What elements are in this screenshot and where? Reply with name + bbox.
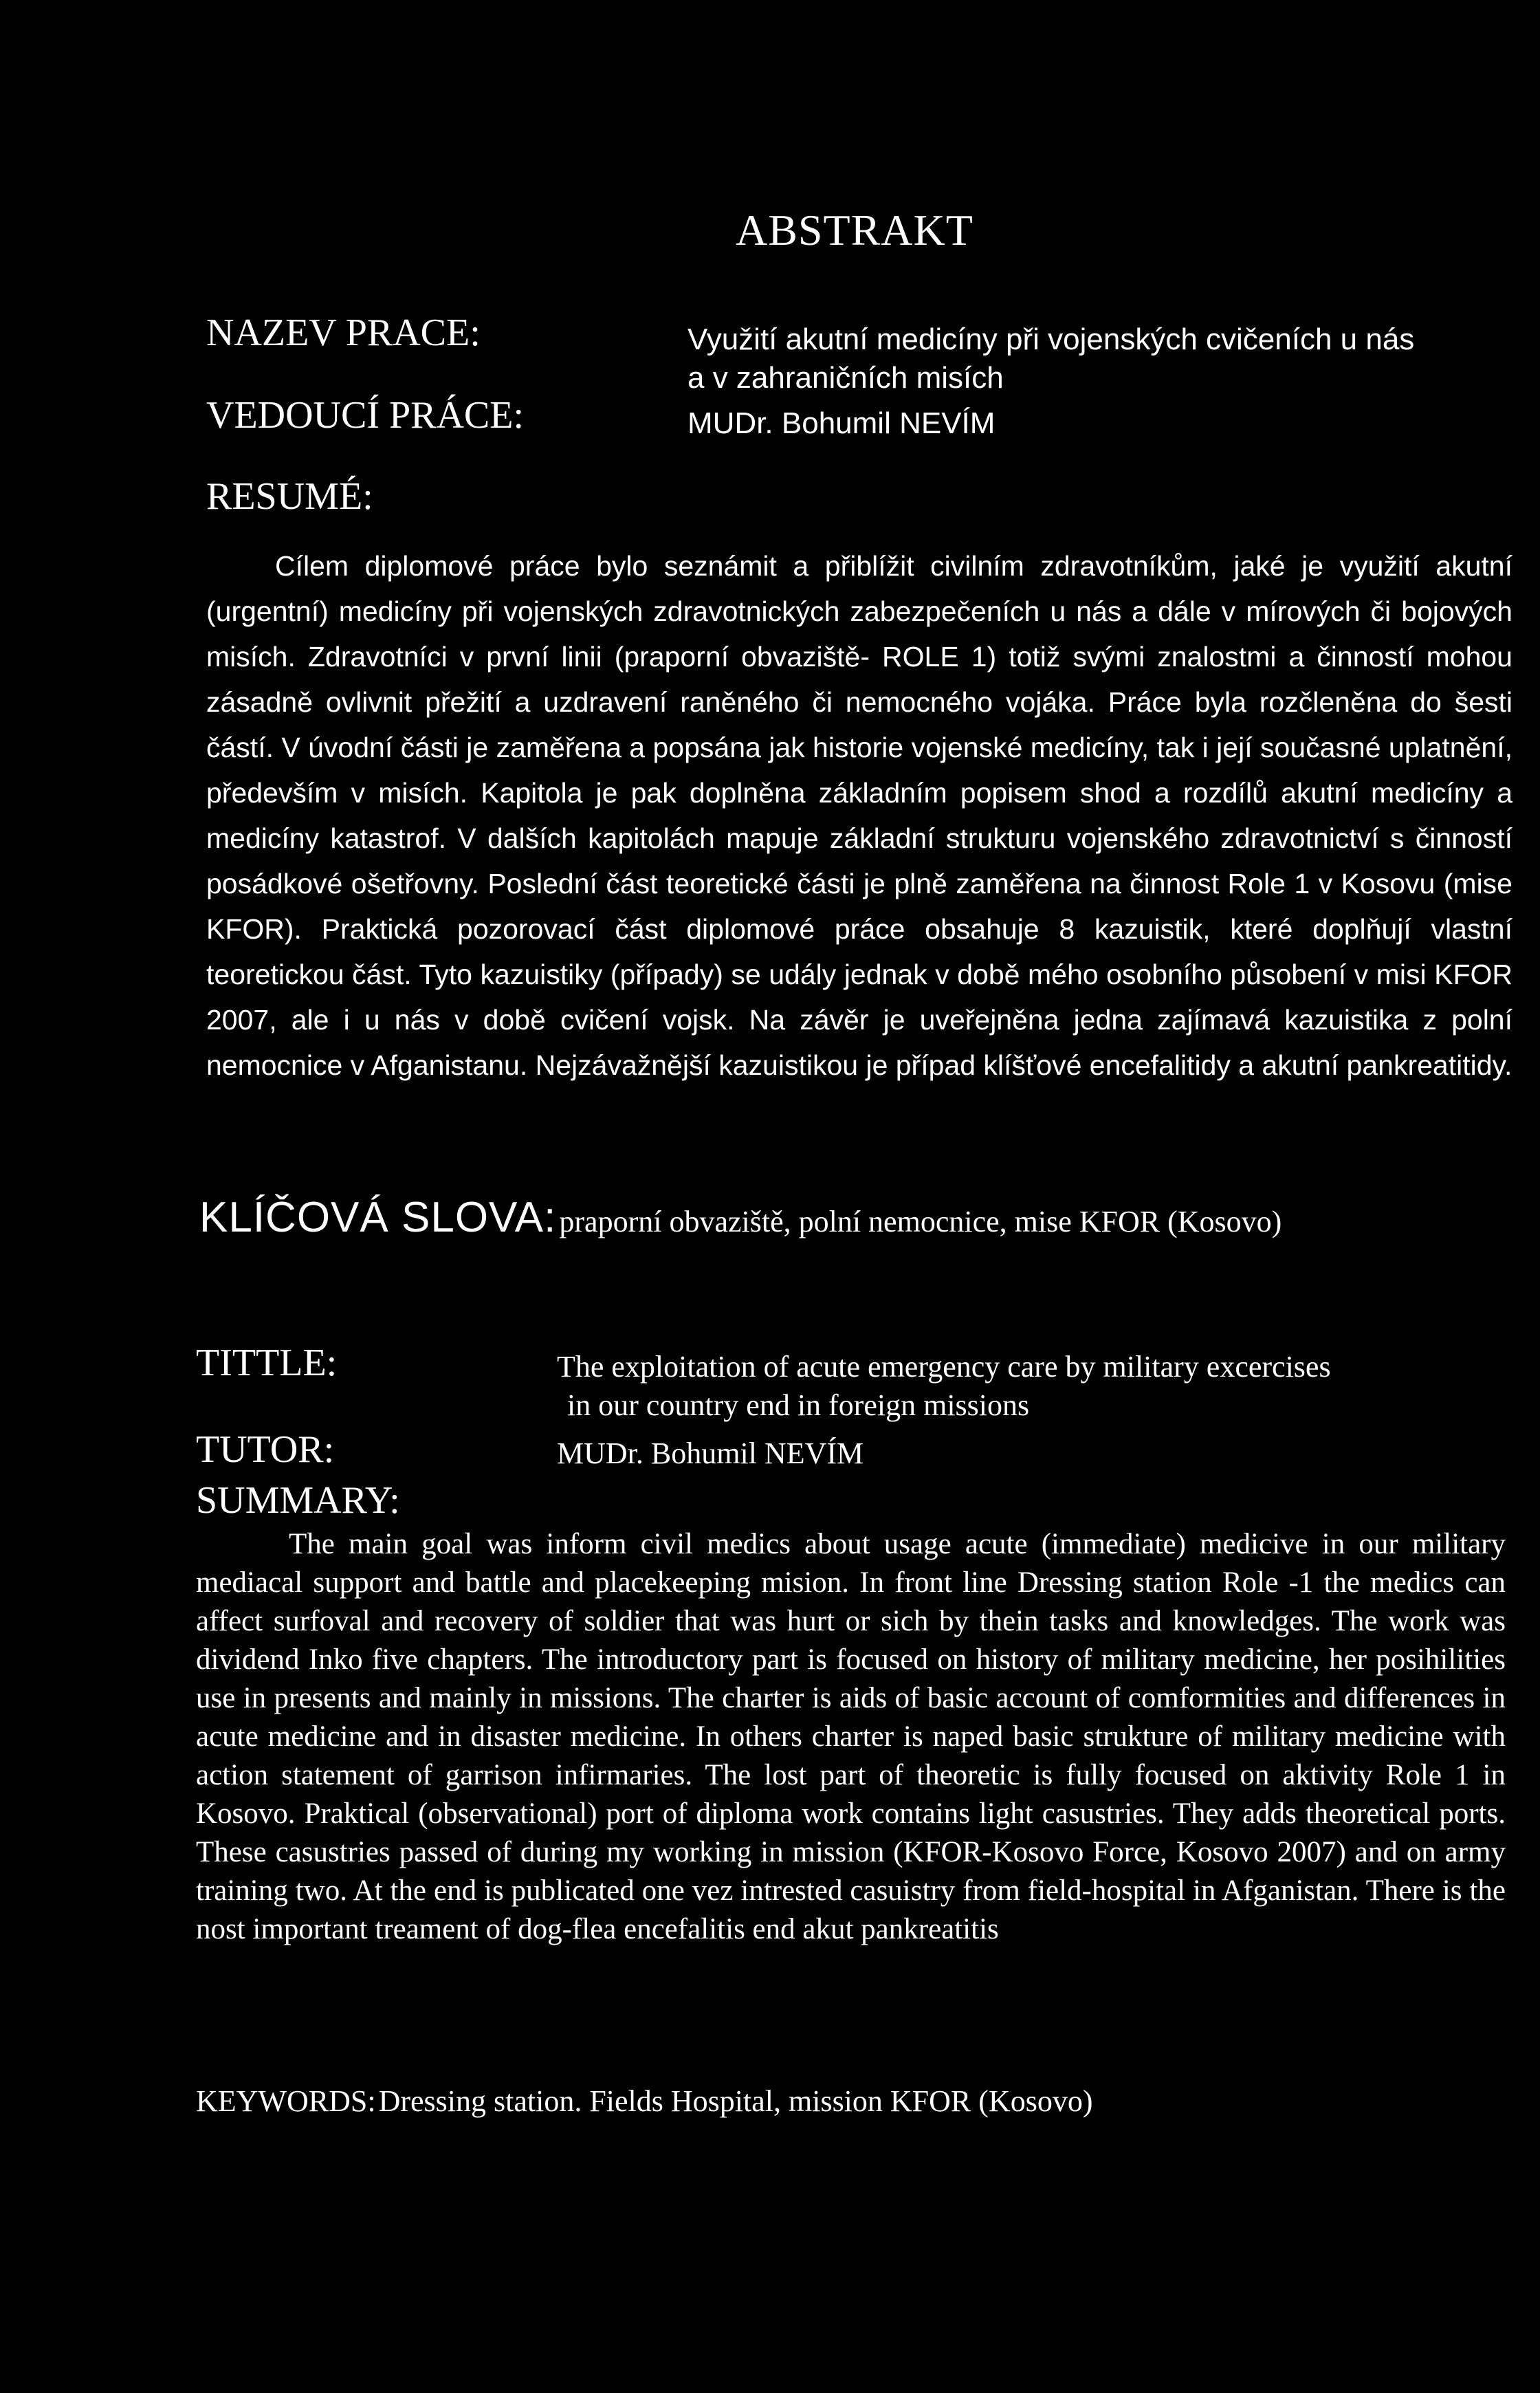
czech-tutor-label: VEDOUCÍ PRÁCE:	[206, 394, 525, 437]
english-keywords-text: Dressing station. Fields Hospital, mission KFOR (Kosovo)	[378, 2084, 1093, 2118]
english-title-value-line2: in our country end in foreign missions	[567, 1388, 1030, 1422]
english-summary-text: The main goal was inform civil medics about usage acute (immediate) medicive in our military mediacal support and battle and placekeeping mision. In front line Dressing station Role -1 the medics can affect surfoval and recovery of soldier that was hurt or sich by thein tasks and knowledges. The work was dividend Inko five chapters. The introductory part is focused on history of military medicine, her posihilities use in presents and mainly in missions. The charter is aids of basic account of comformities and differences in acute medicine and in disaster medicine. In others charter is naped basic strukture of military medicine with action statement of garrison infirmaries. The lost part of theoretic is fully focused on aktivity Role 1 in Kosovo. Praktical (observational) port of diploma work contains light casustries. They adds theoretical ports. These casustries passed of during my working in mission (KFOR-Kosovo Force, Kosovo 2007) and on army training two. At the end is publicated one vez intrested casuistry from field-hospital in Afganistan. There is the nost important treament of dog-flea encefalitis end akut pankreatitis	[196, 1528, 1506, 1945]
czech-resume-label: RESUMÉ:	[206, 475, 373, 518]
english-title-value-line1: The exploitation of acute emergency care by military excercises	[557, 1350, 1331, 1384]
czech-tutor-value: MUDr. Bohumil NEVÍM	[688, 406, 996, 440]
czech-resume-text: Cílem diplomové práce bylo seznámit a přiblížit civilním zdravotníkům, jaké je využití akutní (urgentní) medicíny při vojenských zdravotnických zabezpečeních u nás a dále v mírových či bojových misích. Zdravotníci v první linii (praporní obvaziště- ROLE 1) totiž svými znalostmi a činností mohou zásadně ovlivnit přežití a uzdravení raněného či nemocného vojáka. Práce byla rozčleněna do šesti částí. V úvodní části je zaměřena a popsána jak historie vojenské medicíny, tak i její současné uplatnění, především v misích. Kapitola je pak doplněna základním popisem shod a rozdílů akutní medicíny a medicíny katastrof. V dalších kapitolách mapuje základní strukturu vojenského zdravotnictví s činností posádkové ošetřovny. Poslední část teoretické části je plně zaměřena na činnost Role 1 v Kosovu (mise KFOR). Praktická pozorovací část diplomové práce obsahuje 8 kazuistik, které doplňují vlastní teoretickou část. Tyto kazuistiky (případy) se udály jednak v době mého osobního působení v misi KFOR 2007, ale i u nás v době cvičení vojsk. Na závěr je uveřejněna jedna zajímavá kazuistika z polní nemocnice v Afganistanu. Nejzávažnější kazuistikou je případ klíšťové encefalitidy a akutní pankreatitidy.	[206, 550, 1512, 1081]
english-keywords-label: KEYWORDS:	[196, 2084, 376, 2118]
czech-keywords	[199, 1193, 1282, 1242]
czech-keywords-label: KLÍČOVÁ SLOVA:	[199, 1194, 557, 1241]
czech-title-label: NAZEV PRACE:	[206, 312, 481, 354]
czech-keywords-text: praporní obvaziště, polní nemocnice, mise KFOR (Kosovo)	[559, 1205, 1282, 1238]
english-tutor-value: MUDr. Bohumil NEVÍM	[557, 1436, 864, 1470]
english-tutor-label: TUTOR:	[196, 1428, 335, 1471]
english-summary-label: SUMMARY:	[196, 1479, 400, 1522]
english-keywords	[196, 2084, 1092, 2119]
czech-title-value-line2: a v zahraničních misích	[688, 361, 1004, 395]
page-title: ABSTRAKT	[736, 206, 974, 254]
czech-title-value-line1: Využití akutní medicíny při vojenských cvičeních u nás	[688, 323, 1415, 356]
english-title-label: TITTLE:	[196, 1342, 338, 1384]
